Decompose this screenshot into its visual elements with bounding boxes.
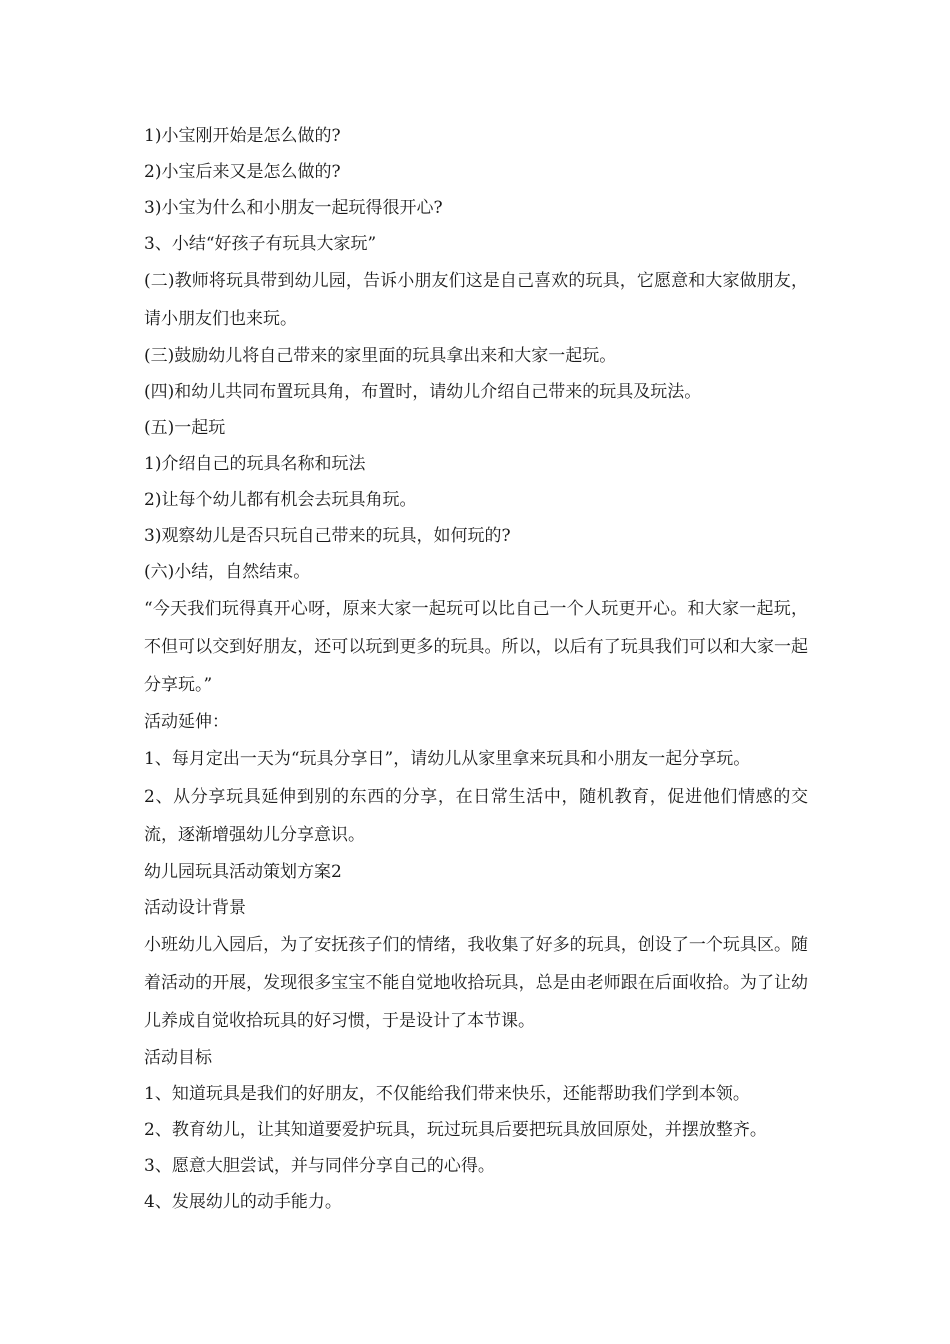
document-body [144,118,808,1220]
paragraph-extension-2: 2、从分享玩具延伸到别的东西的分享，在日常生活中，随机教育，促进他们情感的交流，逐渐增强幼儿分享意识。 [144,787,808,845]
paragraph-question-3: 3)小宝为什么和小朋友一起玩得很开心? [144,198,443,218]
paragraph-play-2: 2)让每个幼儿都有机会去玩具角玩。 [144,490,417,510]
paragraph-question-2: 2)小宝后来又是怎么做的? [144,162,341,182]
paragraph-background: 小班幼儿入园后，为了安抚孩子们的情绪，我收集了好多的玩具，创设了一个玩具区。随着活动的开展，发现很多宝宝不能自觉地收拾玩具，总是由老师跟在后面收拾。为了让幼儿养成自觉收拾玩具的好习惯，于是设计了本节课。 [144,935,808,1031]
paragraph-goal-3: 3、愿意大胆尝试，并与同伴分享自己的心得。 [144,1156,495,1176]
paragraph-question-1: 1)小宝刚开始是怎么做的? [144,126,341,146]
paragraph-play-3: 3)观察幼儿是否只玩自己带来的玩具，如何玩的? [144,526,511,546]
section-heading-extension: 活动延伸： [144,712,229,732]
paragraph-goal-1: 1、知道玩具是我们的好朋友，不仅能给我们带来快乐，还能帮助我们学到本领。 [144,1084,750,1104]
paragraph-step-4: (四)和幼儿共同布置玩具角，布置时，请幼儿介绍自己带来的玩具及玩法。 [144,382,702,402]
paragraph-step-2: (二)教师将玩具带到幼儿园，告诉小朋友们这是自己喜欢的玩具，它愿意和大家做朋友，请小朋友们也来玩。 [144,271,808,329]
paragraph-step-3: (三)鼓励幼儿将自己带来的家里面的玩具拿出来和大家一起玩。 [144,346,617,366]
paragraph-step-6: (六)小结，自然结束。 [144,562,311,582]
paragraph-goal-2: 2、教育幼儿，让其知道要爱护玩具，玩过玩具后要把玩具放回原处，并摆放整齐。 [144,1120,767,1140]
paragraph-play-1: 1)介绍自己的玩具名称和玩法 [144,454,366,474]
paragraph-step-5: (五)一起玩 [144,418,226,438]
section-heading-background: 活动设计背景 [144,898,246,918]
paragraph-goal-4: 4、发展幼儿的动手能力。 [144,1192,342,1212]
section-heading-goals: 活动目标 [144,1048,212,1068]
paragraph-extension-1: 1、每月定出一天为“玩具分享日”，请幼儿从家里拿来玩具和小朋友一起分享玩。 [144,749,751,769]
paragraph-quote: “今天我们玩得真开心呀，原来大家一起玩可以比自己一个人玩更开心。和大家一起玩，不但可以交到好朋友，还可以玩到更多的玩具。所以，以后有了玩具我们可以和大家一起分享玩。” [144,599,808,695]
paragraph-summary: 3、小结“好孩子有玩具大家玩” [144,234,377,254]
section-heading-plan-2: 幼儿园玩具活动策划方案2 [144,862,342,882]
